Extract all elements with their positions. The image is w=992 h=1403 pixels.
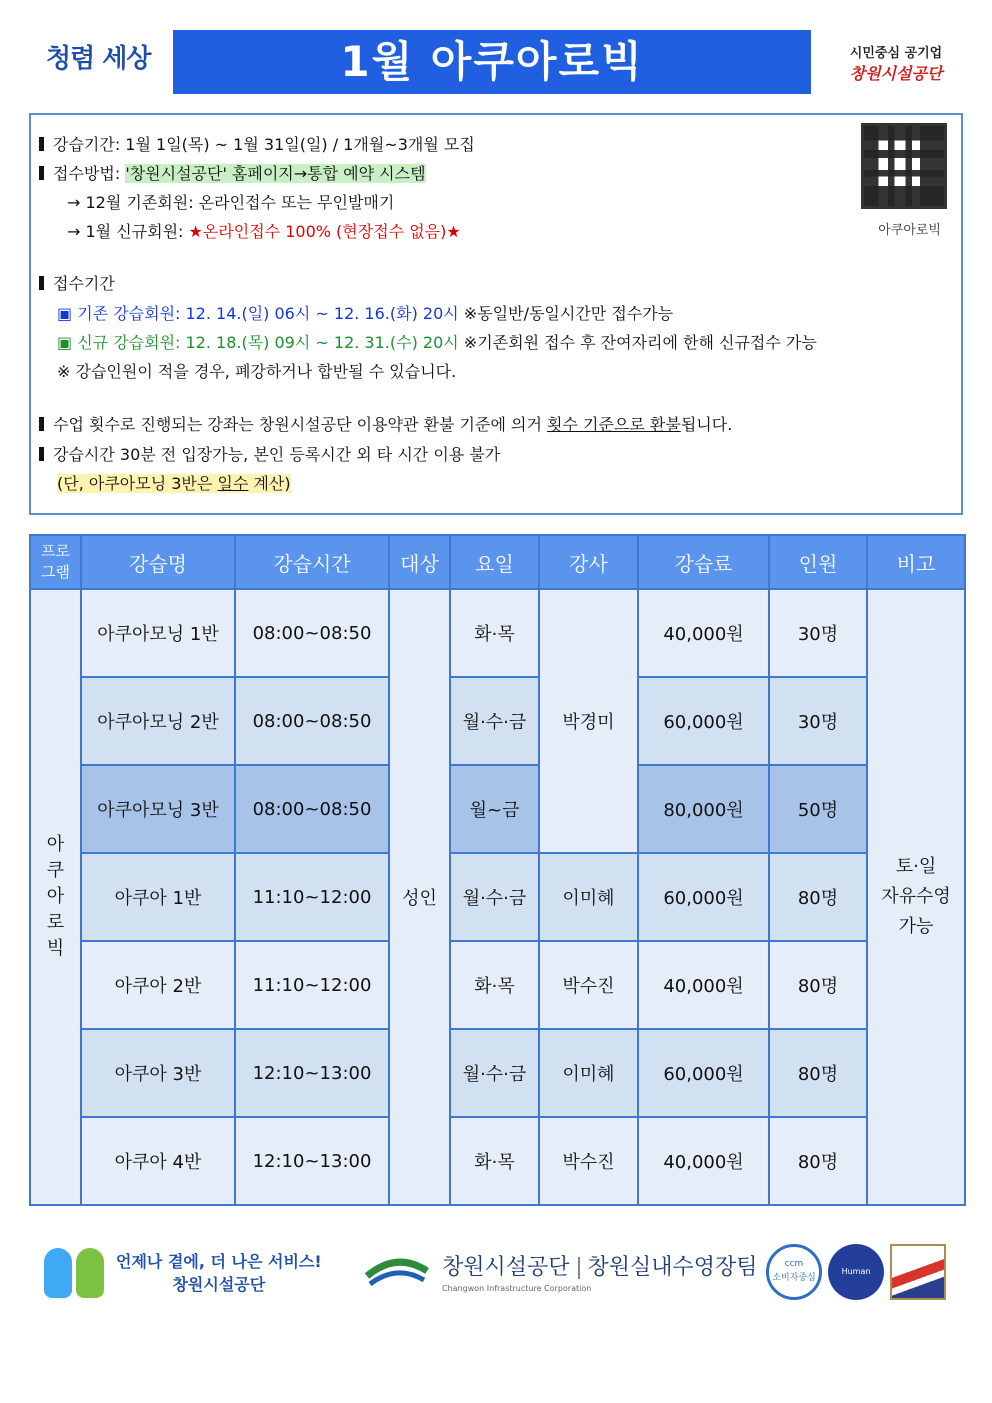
class-time: 08:00~08:50 xyxy=(235,589,389,677)
qr-code-icon[interactable] xyxy=(861,123,947,209)
class-instructor: 박수진 xyxy=(539,1117,638,1205)
divider xyxy=(578,1257,580,1279)
class-instructor: 이미혜 xyxy=(539,1029,638,1117)
header-fee: 강습료 xyxy=(638,535,769,589)
class-name: 아쿠아 4반 xyxy=(81,1117,235,1205)
method-highlight: '창원시설공단' 홈페이지→통합 예약 시스템 xyxy=(125,164,426,183)
table-row xyxy=(30,853,965,941)
bullet-icon xyxy=(39,447,44,461)
table-row xyxy=(30,765,965,853)
entry-line: 강습시간 30분 전 입장가능, 본인 등록시간 외 타 시간 이용 불가 xyxy=(39,442,500,465)
class-days: 화·목 xyxy=(450,941,539,1029)
class-name: 아쿠아 3반 xyxy=(81,1029,235,1117)
table-row xyxy=(30,589,965,677)
class-time: 11:10~12:00 xyxy=(235,853,389,941)
mascot-icon xyxy=(40,1244,110,1302)
class-fee: 40,000원 xyxy=(638,589,769,677)
class-fee: 40,000원 xyxy=(638,1117,769,1205)
corporation-slogan: 시민중심 공기업 xyxy=(849,46,943,61)
class-instructor: 이미혜 xyxy=(539,853,638,941)
target-cell: 성인 xyxy=(389,589,450,1205)
period-line: 강습기간: 1월 1일(목) ~ 1월 31일(일) / 1개월~3개월 모집 xyxy=(39,132,475,155)
info-box xyxy=(29,113,963,515)
class-instructor: 박수진 xyxy=(539,941,638,1029)
class-capacity: 50명 xyxy=(769,765,867,853)
class-days: 월·수·금 xyxy=(450,1029,539,1117)
class-name: 아쿠아 1반 xyxy=(81,853,235,941)
class-days: 월·수·금 xyxy=(450,677,539,765)
bullet-icon xyxy=(39,276,44,290)
table-row xyxy=(30,1029,965,1117)
bullet-icon xyxy=(39,137,44,151)
online-only-notice: ★온라인접수 100% (현장접수 없음)★ xyxy=(188,222,461,241)
class-fee: 60,000원 xyxy=(638,853,769,941)
closure-note: ※ 강습인원이 적을 경우, 폐강하거나 합반될 수 있습니다. xyxy=(57,362,457,381)
class-time: 12:10~13:00 xyxy=(235,1117,389,1205)
class-capacity: 80명 xyxy=(769,1117,867,1205)
class-days: 화·목 xyxy=(450,1117,539,1205)
class-time: 08:00~08:50 xyxy=(235,677,389,765)
new-period-line: ▣ 신규 강습회원: 12. 18.(목) 09시 ~ 12. 31.(수) 20시 ※기존회원 접수 후 잔여자리에 한해 신규접수 가능 xyxy=(57,333,817,352)
ccm-certification-icon: ccm 소비자중심 xyxy=(766,1244,822,1300)
method-line: 접수방법: '창원시설공단' 홈페이지→통합 예약 시스템 xyxy=(39,161,426,184)
corporation-team: 창원시설공단 창원실내수영장팀 xyxy=(442,1255,758,1280)
program-cell: 아 쿠 아 로 빅 xyxy=(30,589,81,1205)
header-program: 프로 그램 xyxy=(30,535,81,589)
header-capacity: 인원 xyxy=(769,535,867,589)
header-instructor: 강사 xyxy=(539,535,638,589)
refund-line: 수업 횟수로 진행되는 강좌는 창원시설공단 이용약관 환불 기준에 의거 횟수 기준으로 환불됩니다. xyxy=(39,412,732,435)
new-member-line: → 1월 신규회원: ★온라인접수 100% (현장접수 없음)★ xyxy=(67,222,461,241)
class-days: 화·목 xyxy=(450,589,539,677)
class-fee: 40,000원 xyxy=(638,941,769,1029)
corporation-logo xyxy=(826,42,966,84)
qr-label: 아쿠아로빅 xyxy=(878,223,941,238)
class-capacity: 80명 xyxy=(769,853,867,941)
class-capacity: 80명 xyxy=(769,941,867,1029)
class-time: 11:10~12:00 xyxy=(235,941,389,1029)
header-days: 요일 xyxy=(450,535,539,589)
schedule-table xyxy=(29,534,966,1206)
class-name: 아쿠아 2반 xyxy=(81,941,235,1029)
class-capacity: 80명 xyxy=(769,1029,867,1117)
bullet-icon xyxy=(39,417,44,431)
header-name: 강습명 xyxy=(81,535,235,589)
class-fee: 80,000원 xyxy=(638,765,769,853)
integrity-logo: 청렴 세상 xyxy=(46,44,151,74)
service-award-icon xyxy=(890,1244,946,1300)
class-capacity: 30명 xyxy=(769,677,867,765)
corporation-name: 창원시설공단 xyxy=(849,64,943,83)
class-days: 월~금 xyxy=(450,765,539,853)
page-header xyxy=(30,28,966,96)
header-time: 강습시간 xyxy=(235,535,389,589)
reception-title: 접수기간 xyxy=(39,271,115,294)
header-target: 대상 xyxy=(389,535,450,589)
morning-instructor: 박경미 xyxy=(539,589,638,853)
note-cell: 토·일 자유수영 가능 xyxy=(867,589,965,1205)
class-name: 아쿠아모닝 3반 xyxy=(81,765,235,853)
class-fee: 60,000원 xyxy=(638,677,769,765)
existing-period-line: ▣ 기존 강습회원: 12. 14.(일) 06시 ~ 12. 16.(화) 20시 ※동일반/동일시간만 접수가능 xyxy=(57,304,674,323)
class-name: 아쿠아모닝 1반 xyxy=(81,589,235,677)
city-logo-icon xyxy=(362,1246,432,1302)
exception-line: (단, 아쿠아모닝 3반은 일수 계산) xyxy=(57,474,291,493)
class-days: 월·수·금 xyxy=(450,853,539,941)
class-name: 아쿠아모닝 2반 xyxy=(81,677,235,765)
page-title: 1월 아쿠아로빅 xyxy=(173,30,811,94)
service-slogan: 언제나 곁에, 더 나은 서비스! 창원시설공단 xyxy=(116,1252,322,1294)
class-time: 12:10~13:00 xyxy=(235,1029,389,1117)
page-footer xyxy=(40,1240,952,1332)
class-time: 08:00~08:50 xyxy=(235,765,389,853)
header-note: 비고 xyxy=(867,535,965,589)
human-rights-icon: Human Rights xyxy=(828,1244,884,1300)
table-row xyxy=(30,1117,965,1205)
table-header-row xyxy=(30,535,965,589)
bullet-icon xyxy=(39,166,44,180)
corporation-english-name: Changwon Infrastructure Corporation xyxy=(442,1284,592,1293)
table-row xyxy=(30,941,965,1029)
table-row xyxy=(30,677,965,765)
existing-member-line: → 12월 기존회원: 온라인접수 또는 무인발매기 xyxy=(67,193,395,212)
class-capacity: 30명 xyxy=(769,589,867,677)
class-fee: 60,000원 xyxy=(638,1029,769,1117)
